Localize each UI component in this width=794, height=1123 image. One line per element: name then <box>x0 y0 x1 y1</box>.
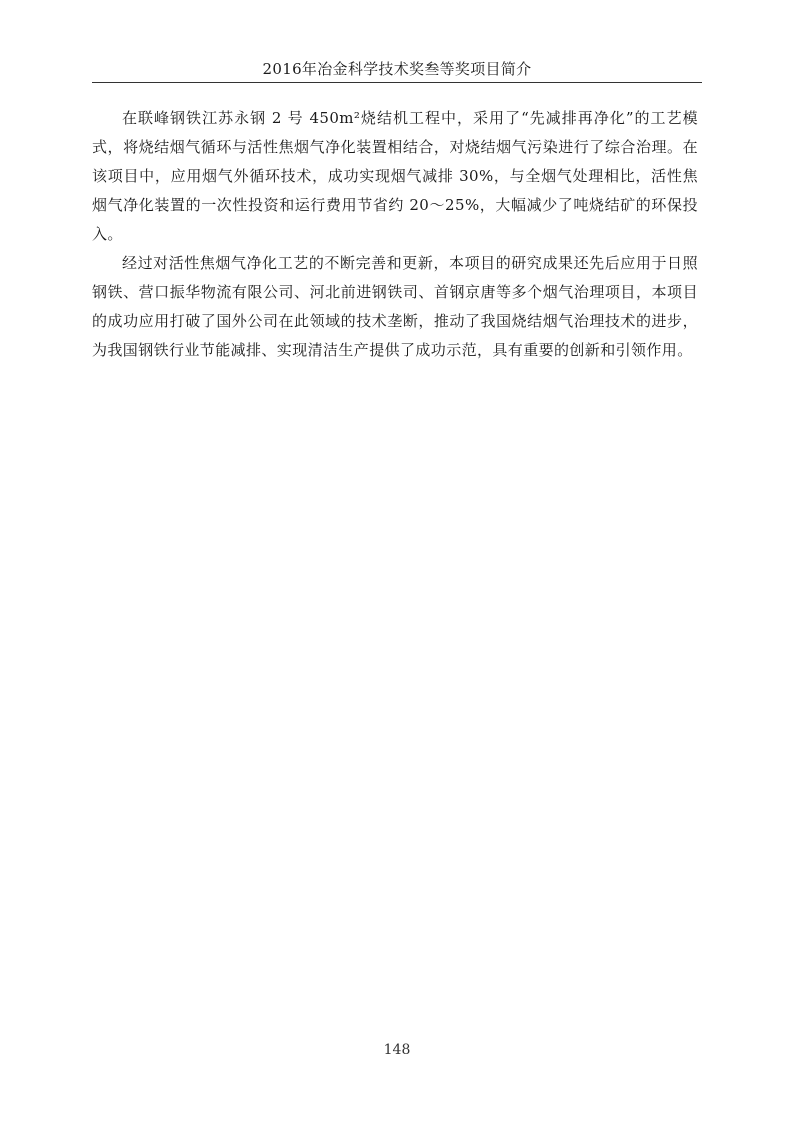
header-divider <box>92 82 702 83</box>
page-number: 148 <box>383 1042 411 1058</box>
document-body <box>92 104 698 365</box>
paragraph-1: 在联峰钢铁江苏永钢 2 号 450m²烧结机工程中，采用了“先减排再净化”的工艺模式，将烧结烟气循环与活性焦烟气净化装置相结合，对烧结烟气污染进行了综合治理。在该项目中，应用烟气外循环技术，成功实现烟气减排 30%，与全烟气处理相比，活性焦烟气净化装置的一次性投资和运行费用节省约 20～25%，大幅减少了吨烧结矿的环保投入。 <box>92 109 698 243</box>
page-header-title: 2016年冶金科学技术奖叁等奖项目简介 <box>262 60 532 78</box>
paragraph-2: 经过对活性焦烟气净化工艺的不断完善和更新，本项目的研究成果还先后应用于日照钢铁、营口振华物流有限公司、河北前进钢铁司、首钢京唐等多个烟气治理项目，本项目的成功应用打破了国外公司在此领域的技术垄断，推动了我国烧结烟气治理技术的进步，为我国钢铁行业节能减排、实现清洁生产提供了成功示范，具有重要的创新和引领作用。 <box>92 254 698 359</box>
